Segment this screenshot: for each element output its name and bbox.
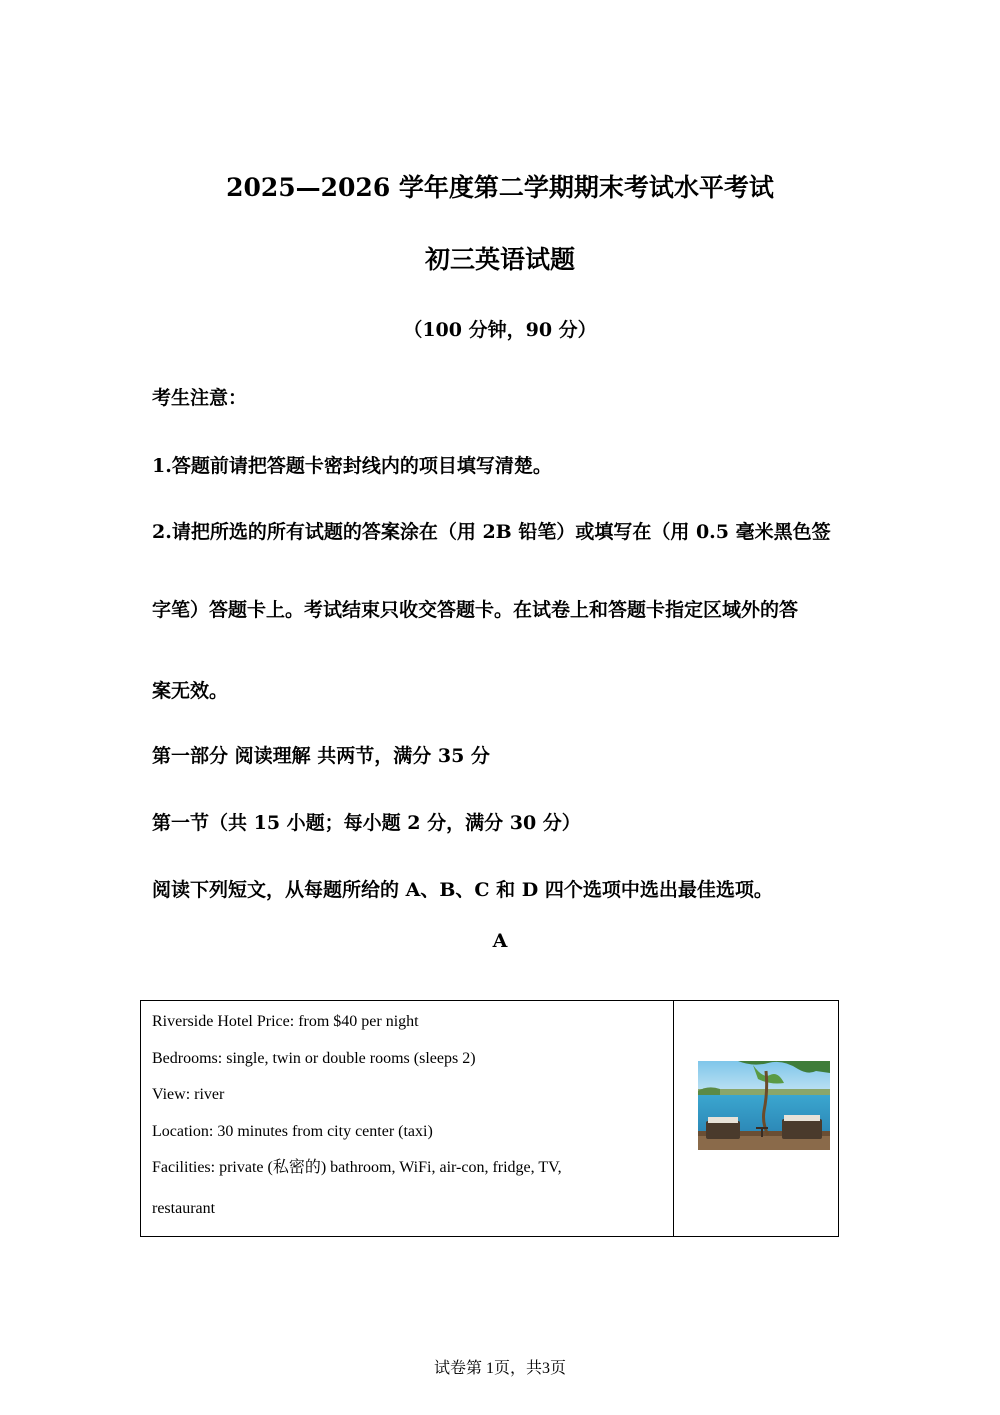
exam-subtitle: 初三英语试题 xyxy=(424,245,575,274)
exam-title: 2025—2026 学年度第二学期期末考试水平考试 xyxy=(226,173,774,202)
notice-item-2-line-2: 字笔）答题卡上。考试结束只收交答题卡。在试卷上和答题卡指定区域外的答 xyxy=(152,599,799,621)
notice-item-2-line-3: 案无效。 xyxy=(152,680,229,702)
section-heading: 第一节（共 15 小题；每小题 2 分，满分 30 分） xyxy=(152,812,581,834)
hotel-info-table xyxy=(140,1000,839,1237)
notice-item-2-line-1: 2.请把所选的所有试题的答案涂在（用 2B 铅笔）或填写在（用 0.5 毫米黑色签 xyxy=(152,521,831,543)
hotel-river-photo xyxy=(698,1061,830,1150)
notice-item-1: 1.答题前请把答题卡密封线内的项目填写清楚。 xyxy=(152,455,552,477)
hotel-bedrooms: Bedrooms: single, twin or double rooms (sleeps 2) xyxy=(152,1049,476,1067)
hotel-image-cell xyxy=(674,1001,838,1236)
reading-instruction: 阅读下列短文，从每题所给的 A、B、C 和 D 四个选项中选出最佳选项。 xyxy=(152,879,773,901)
part-heading: 第一部分 阅读理解 共两节，满分 35 分 xyxy=(152,745,490,767)
page-footer: 试卷第 1页，共3页 xyxy=(433,1360,566,1377)
hotel-location: Location: 30 minutes from city center (taxi) xyxy=(152,1122,433,1140)
exam-duration: （100 分钟，90 分） xyxy=(403,319,597,341)
passage-label: A xyxy=(492,930,508,952)
hotel-view: View: river xyxy=(152,1086,225,1103)
hotel-facilities-cont: restaurant xyxy=(152,1199,216,1217)
hotel-name-price: Riverside Hotel Price: from $40 per night xyxy=(152,1013,419,1030)
notice-heading: 考生注意： xyxy=(152,387,248,409)
hotel-info-text xyxy=(141,1001,674,1236)
hotel-facilities: Facilities: private (私密的) bathroom, WiFi, air-con, fridge, TV, xyxy=(152,1159,562,1176)
